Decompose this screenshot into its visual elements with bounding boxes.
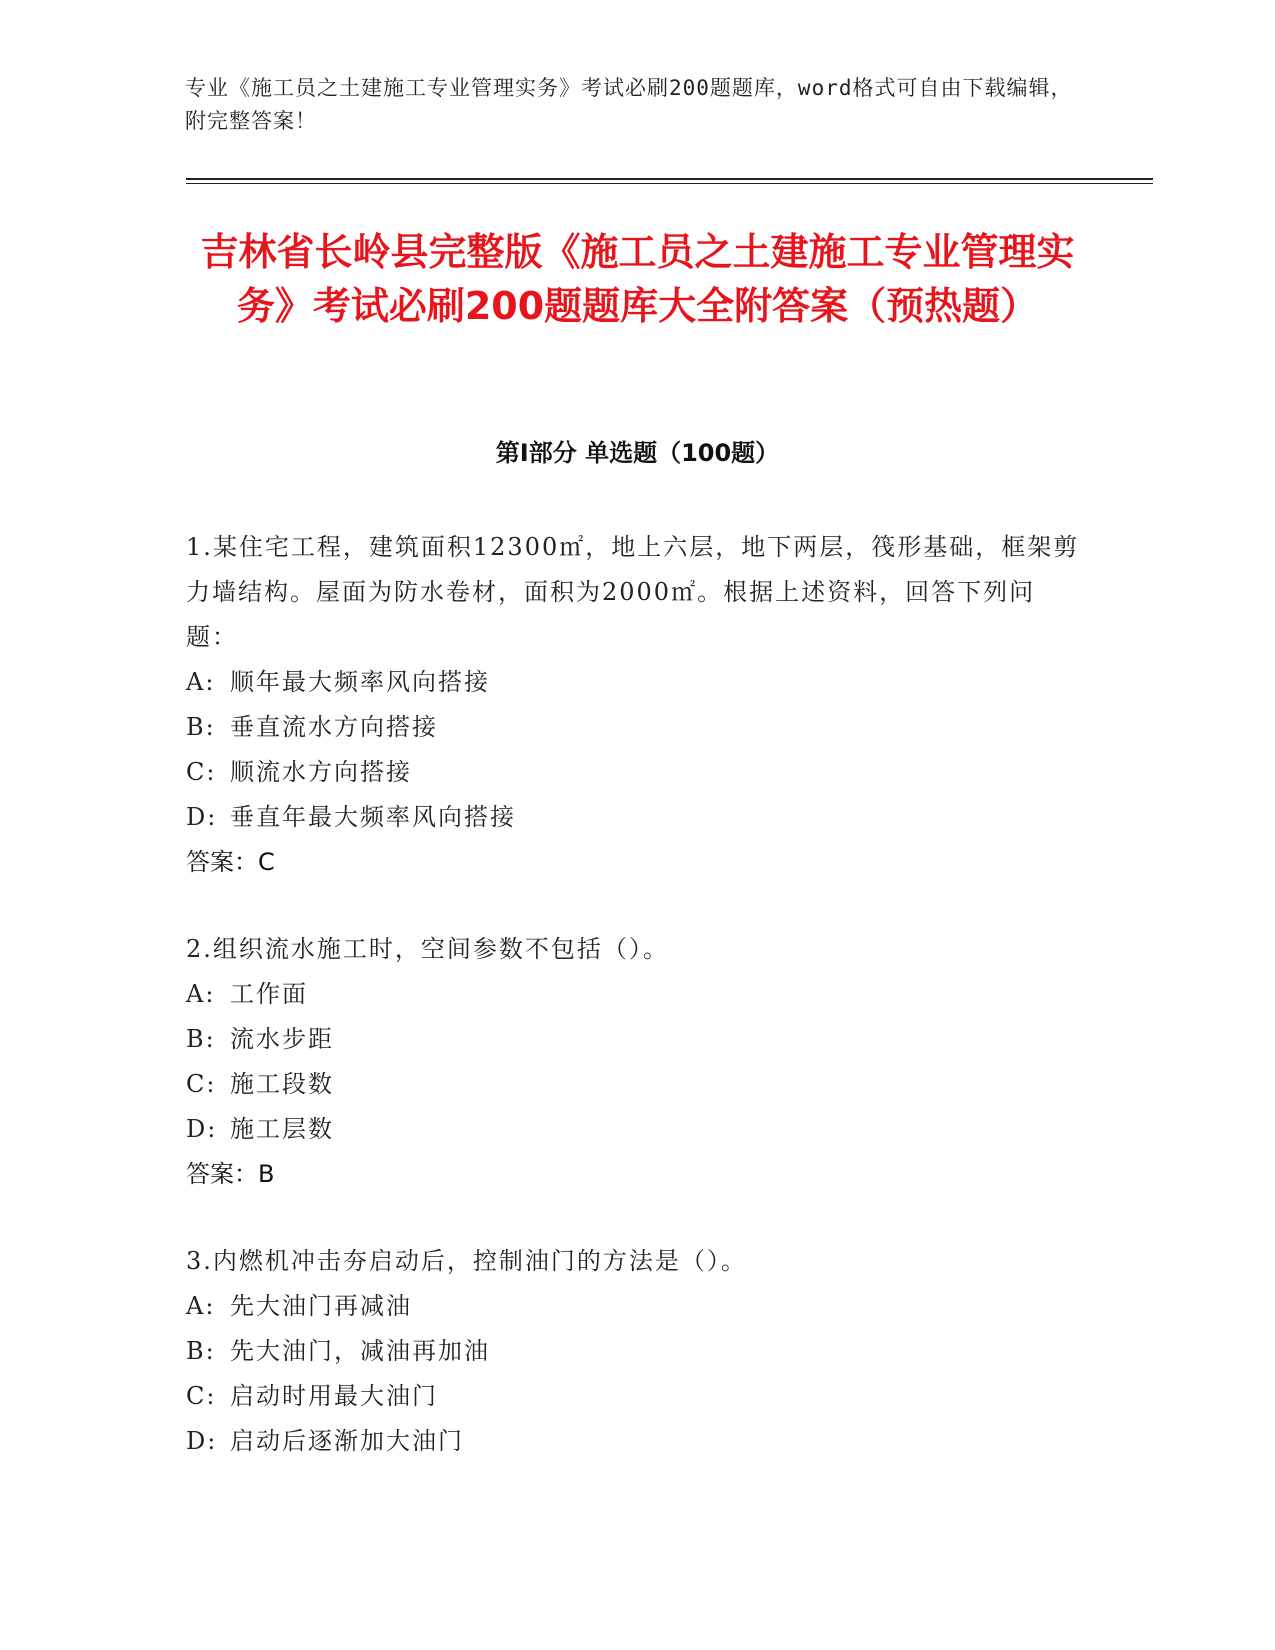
option-key: C: <box>186 1070 217 1098</box>
option-text: 施工段数 <box>230 1070 334 1098</box>
option-text: 启动时用最大油门 <box>230 1382 438 1410</box>
question-1 <box>186 525 1086 885</box>
option-text: 施工层数 <box>230 1115 334 1143</box>
option-text: 顺流水方向搭接 <box>230 758 412 786</box>
header-divider-thin <box>186 183 1153 184</box>
option-text: 工作面 <box>230 980 308 1008</box>
question-3 <box>186 1239 1086 1464</box>
option-b <box>186 1017 1086 1062</box>
question-stem: 1.某住宅工程，建筑面积12300㎡，地上六层，地下两层，筏形基础，框架剪力墙结构。屋面为防水卷材，面积为2000㎡。根据上述资料，回答下列问题： <box>186 533 1080 651</box>
question-2 <box>186 927 1086 1197</box>
option-text: 顺年最大频率风向搭接 <box>230 668 490 696</box>
option-key: B: <box>186 1025 216 1053</box>
option-text: 先大油门再减油 <box>230 1292 412 1320</box>
option-key: B: <box>186 713 216 741</box>
answer-label: 答案：C <box>186 848 275 876</box>
option-a <box>186 972 1086 1017</box>
option-text: 垂直流水方向搭接 <box>230 713 438 741</box>
question-stem: 3.内燃机冲击夯启动后，控制油门的方法是（）。 <box>186 1247 747 1275</box>
option-text: 垂直年最大频率风向搭接 <box>230 803 516 831</box>
document-title: 吉林省长岭县完整版《施工员之土建施工专业管理实务》考试必刷200题题库大全附答案（预热题） <box>200 230 1075 328</box>
option-a <box>186 1284 1086 1329</box>
option-c <box>186 1062 1086 1107</box>
option-key: A: <box>186 980 216 1008</box>
option-c <box>186 1374 1086 1419</box>
option-key: A: <box>186 1292 216 1320</box>
option-text: 先大油门，减油再加油 <box>230 1337 490 1365</box>
option-key: D: <box>186 1115 218 1143</box>
option-key: D: <box>186 1427 218 1455</box>
option-d <box>186 795 1086 840</box>
option-d <box>186 1107 1086 1152</box>
option-text: 流水步距 <box>230 1025 334 1053</box>
header-divider-thick <box>186 178 1153 180</box>
option-b <box>186 1329 1086 1374</box>
option-key: A: <box>186 668 216 696</box>
option-b <box>186 705 1086 750</box>
option-key: C: <box>186 758 217 786</box>
option-text: 启动后逐渐加大油门 <box>230 1427 464 1455</box>
header-note: 专业《施工员之土建施工专业管理实务》考试必刷200题题库，word格式可自由下载编辑，附完整答案！ <box>185 76 1073 133</box>
section-title: 第Ⅰ部分 单选题（100题） <box>495 439 780 467</box>
option-a <box>186 660 1086 705</box>
answer-label: 答案：B <box>186 1160 275 1188</box>
option-d <box>186 1419 1086 1464</box>
option-key: C: <box>186 1382 217 1410</box>
option-key: B: <box>186 1337 216 1365</box>
option-c <box>186 750 1086 795</box>
question-stem: 2.组织流水施工时，空间参数不包括（）。 <box>186 935 669 963</box>
question-list <box>186 525 1086 1506</box>
option-key: D: <box>186 803 218 831</box>
